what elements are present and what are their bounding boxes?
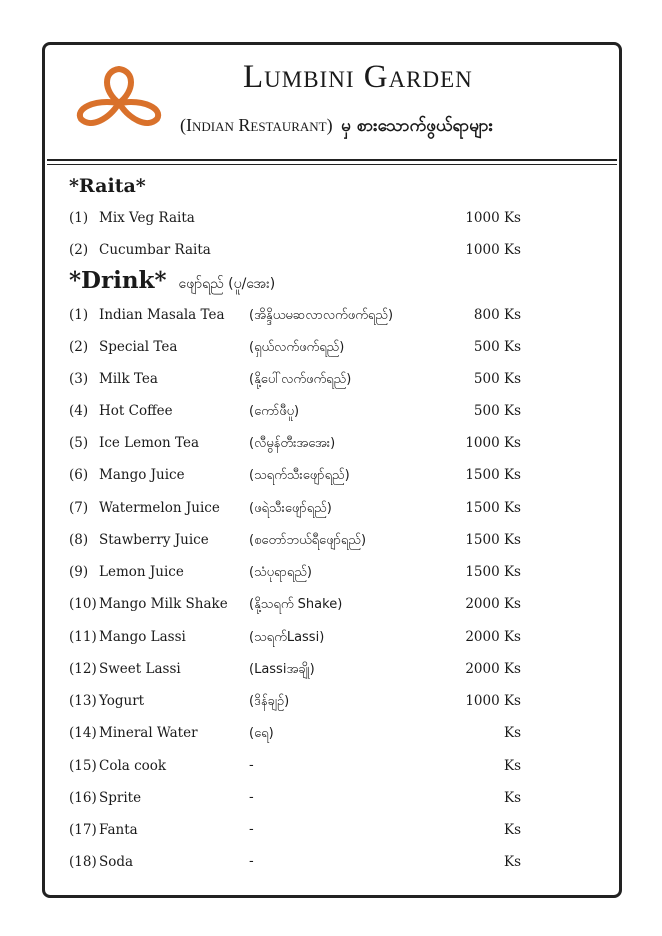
menu-row (69, 758, 521, 780)
item-price: Ks (503, 854, 521, 870)
item-name: Indian Masala Tea (99, 307, 225, 323)
menu-row (69, 467, 521, 489)
item-price: 1000 Ks (465, 242, 521, 258)
item-number: (17) (69, 822, 97, 838)
menu-row (69, 435, 521, 457)
menu-row (69, 790, 521, 812)
item-number: (4) (69, 403, 89, 419)
item-name-mm: (ဖရဲသီးဖျော်ရည်) (249, 501, 332, 516)
item-name-mm: - (249, 822, 254, 837)
item-price: 1500 Ks (465, 532, 521, 548)
item-number: (6) (69, 467, 89, 483)
item-name-mm: (နို့ပေါ်လက်ဖက်ရည်) (249, 372, 352, 387)
menu-row (69, 564, 521, 586)
menu-row (69, 629, 521, 651)
item-name: Hot Coffee (99, 403, 173, 419)
item-price: 1000 Ks (465, 693, 521, 709)
item-name: Ice Lemon Tea (99, 435, 200, 451)
item-name: Fanta (99, 822, 138, 838)
menu-frame (42, 42, 622, 898)
item-name: Mineral Water (99, 725, 198, 741)
item-name: Stawberry Juice (99, 532, 209, 548)
item-name-mm: (ဒိန်ချဉ်) (249, 694, 290, 709)
menu-row (69, 210, 521, 232)
item-price: Ks (503, 758, 521, 774)
item-price: 1500 Ks (465, 564, 521, 580)
item-name: Special Tea (99, 339, 178, 355)
item-price: Ks (503, 822, 521, 838)
menu-row (69, 596, 521, 618)
item-price: 500 Ks (473, 339, 521, 355)
item-price: 2000 Ks (465, 596, 521, 612)
item-name: Watermelon Juice (99, 500, 220, 516)
item-name: Mango Lassi (99, 629, 186, 645)
item-name: Mix Veg Raita (99, 210, 195, 226)
item-price: 1500 Ks (465, 500, 521, 516)
item-name-mm: - (249, 854, 254, 869)
item-name: Mango Juice (99, 467, 185, 483)
item-name: Cola cook (99, 758, 167, 774)
item-price: 1000 Ks (465, 210, 521, 226)
item-number: (11) (69, 629, 97, 645)
item-name: Yogurt (99, 693, 145, 709)
item-name: Soda (99, 854, 134, 870)
drink-heading-en: *Drink* (69, 267, 167, 294)
item-number: (3) (69, 371, 89, 387)
item-name-mm: (ရေ) (249, 726, 274, 741)
item-name: Sprite (99, 790, 142, 806)
menu-row (69, 403, 521, 425)
item-number: (16) (69, 790, 97, 806)
item-number: (1) (69, 210, 89, 226)
subtitle-mm: မှ စားသောက်ဖွယ်ရာများ (341, 116, 493, 136)
menu-row (69, 339, 521, 361)
item-price: 2000 Ks (465, 661, 521, 677)
item-price: Ks (503, 725, 521, 741)
subtitle-en: (Indian Restaurant) (180, 115, 333, 135)
item-name-mm: (သံပုရာရည်) (249, 565, 312, 580)
item-name-mm: (နို့သရက် Shake) (249, 597, 343, 612)
menu-row (69, 854, 521, 876)
header-divider (47, 159, 617, 161)
header-divider-thin (47, 164, 617, 165)
item-price: Ks (503, 790, 521, 806)
item-price: 1500 Ks (465, 467, 521, 483)
item-name-mm: (သရက်သီးဖျော်ရည်) (249, 468, 350, 483)
menu-row (69, 661, 521, 683)
item-price: 500 Ks (473, 403, 521, 419)
item-name-mm: (စတော်ဘယ်ရီဖျော်ရည်) (249, 533, 367, 548)
item-name-mm: (သရက်Lassi) (249, 630, 325, 645)
item-name-mm: (အိန္ဒိယမဆလာလက်ဖက်ရည်) (249, 308, 394, 323)
item-price: 500 Ks (473, 371, 521, 387)
drink-heading (69, 267, 275, 295)
menu-row (69, 242, 521, 264)
item-number: (2) (69, 339, 89, 355)
menu-row (69, 307, 521, 329)
menu-row (69, 693, 521, 715)
item-name-mm: - (249, 790, 254, 805)
item-name-mm: (Lassiအချို) (249, 662, 315, 677)
item-number: (2) (69, 242, 89, 258)
restaurant-title: Lumbini Garden (243, 59, 473, 95)
item-name-mm: (ကော်ဖီပူ) (249, 404, 300, 419)
item-number: (14) (69, 725, 97, 741)
item-number: (18) (69, 854, 97, 870)
item-number: (7) (69, 500, 89, 516)
drink-heading-mm: ဖျော်ရည် (ပူ/အေး) (178, 276, 276, 292)
item-number: (8) (69, 532, 89, 548)
item-name: Mango Milk Shake (99, 596, 228, 612)
menu-row (69, 371, 521, 393)
menu-row (69, 500, 521, 522)
item-number: (1) (69, 307, 89, 323)
item-price: 800 Ks (473, 307, 521, 323)
item-number: (9) (69, 564, 89, 580)
item-number: (12) (69, 661, 97, 677)
menu-row (69, 725, 521, 747)
lotus-logo-icon (73, 63, 165, 143)
item-price: 2000 Ks (465, 629, 521, 645)
raita-heading: *Raita* (69, 175, 146, 197)
item-name-mm: (လီမွန်တီးအအေး) (249, 436, 336, 451)
item-name: Milk Tea (99, 371, 158, 387)
item-number: (5) (69, 435, 89, 451)
item-name: Sweet Lassi (99, 661, 181, 677)
item-number: (13) (69, 693, 97, 709)
item-name: Cucumbar Raita (99, 242, 211, 258)
item-name-mm: - (249, 758, 254, 773)
restaurant-subtitle (180, 115, 493, 140)
item-price: 1000 Ks (465, 435, 521, 451)
item-name: Lemon Juice (99, 564, 184, 580)
menu-row (69, 532, 521, 554)
item-number: (10) (69, 596, 97, 612)
menu-row (69, 822, 521, 844)
item-name-mm: (ရှယ်လက်ဖက်ရည်) (249, 340, 345, 355)
item-number: (15) (69, 758, 97, 774)
menu-header (45, 45, 619, 160)
